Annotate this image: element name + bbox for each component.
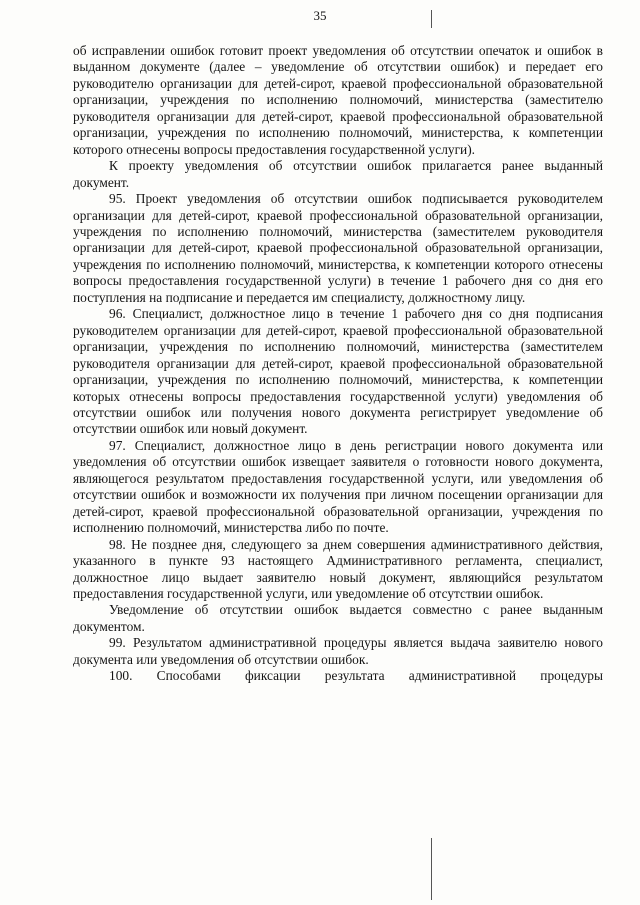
scan-fold-line xyxy=(431,10,432,28)
paragraph: К проекту уведомления об отсутствии ошибок прилагается ранее выданный документ. xyxy=(73,158,603,190)
page-number: 35 xyxy=(313,8,327,23)
paragraph: 99. Результатом административной процедуры является выдача заявителю нового документа или уведомления об отсутствии ошибок. xyxy=(73,635,603,667)
paragraph: об исправлении ошибок готовит проект уведомления об отсутствии опечаток и ошибок в выданном документе (далее – уведомление об отсутствии ошибок) и передает его руководителю организации для детей-сирот, краевой профессиональной образовательной организации, учреждения по исполнению полномочий, министерства (заместителю руководителя организации для детей-сирот, краевой профессиональной образовательной организации, учреждения по исполнению полномочий, министерства, к компетенции которого отнесены вопросы предоставления государственной услуги). xyxy=(73,43,603,157)
document-body xyxy=(73,43,603,685)
paragraph: 100. Способами фиксации результата административной процедуры xyxy=(109,668,603,684)
scan-fold-line xyxy=(431,838,432,900)
paragraph: Уведомление об отсутствии ошибок выдается совместно с ранее выданным документом. xyxy=(73,602,603,634)
paragraph: 97. Специалист, должностное лицо в день регистрации нового документа или уведомления об отсутствии ошибок извещает заявителя о готовности нового документа, являющегося результатом предоставления государственной услуги, или уведомления об отсутствии ошибок и возможности их получения при личном посещении организации для детей-сирот, краевой профессиональной образовательной организации, учреждения по исполнению полномочий, министерства либо по почте. xyxy=(73,437,603,536)
paragraph: 96. Специалист, должностное лицо в течение 1 рабочего дня со дня подписания руководителем организации для детей-сирот, краевой профессиональной образовательной организации, учреждения по исполнению полномочий, министерства (заместителем руководителя организации для детей-сирот, краевой профессиональной образовательной организации, учреждения по исполнению полномочий, министерства, к компетенции которых отнесены вопросы предоставления государственной услуги) уведомления об отсутствии ошибок или получения нового документа регистрирует уведомление об отсутствии ошибок или новый документ. xyxy=(73,306,603,437)
paragraph: 95. Проект уведомления об отсутствии ошибок подписывается руководителем организации для детей-сирот, краевой профессиональной образовательной организации, учреждения по исполнению полномочий, министерства (заместителем руководителя организации для детей-сирот, краевой профессиональной образовательной организации, учреждения по исполнению полномочий, министерства, к компетенции которого отнесены вопросы предоставления государственной услуги) в течение 1 рабочего дня со дня его поступления на подписание и передается им специалисту, должностному лицу. xyxy=(73,191,603,305)
paragraph: 98. Не позднее дня, следующего за днем совершения административного действия, указанного в пункте 93 настоящего Административного регламента, специалист, должностное лицо выдает заявителю новый документ, являющийся результатом предоставления государственной услуги, или уведомление об отсутствии ошибок. xyxy=(73,536,603,601)
